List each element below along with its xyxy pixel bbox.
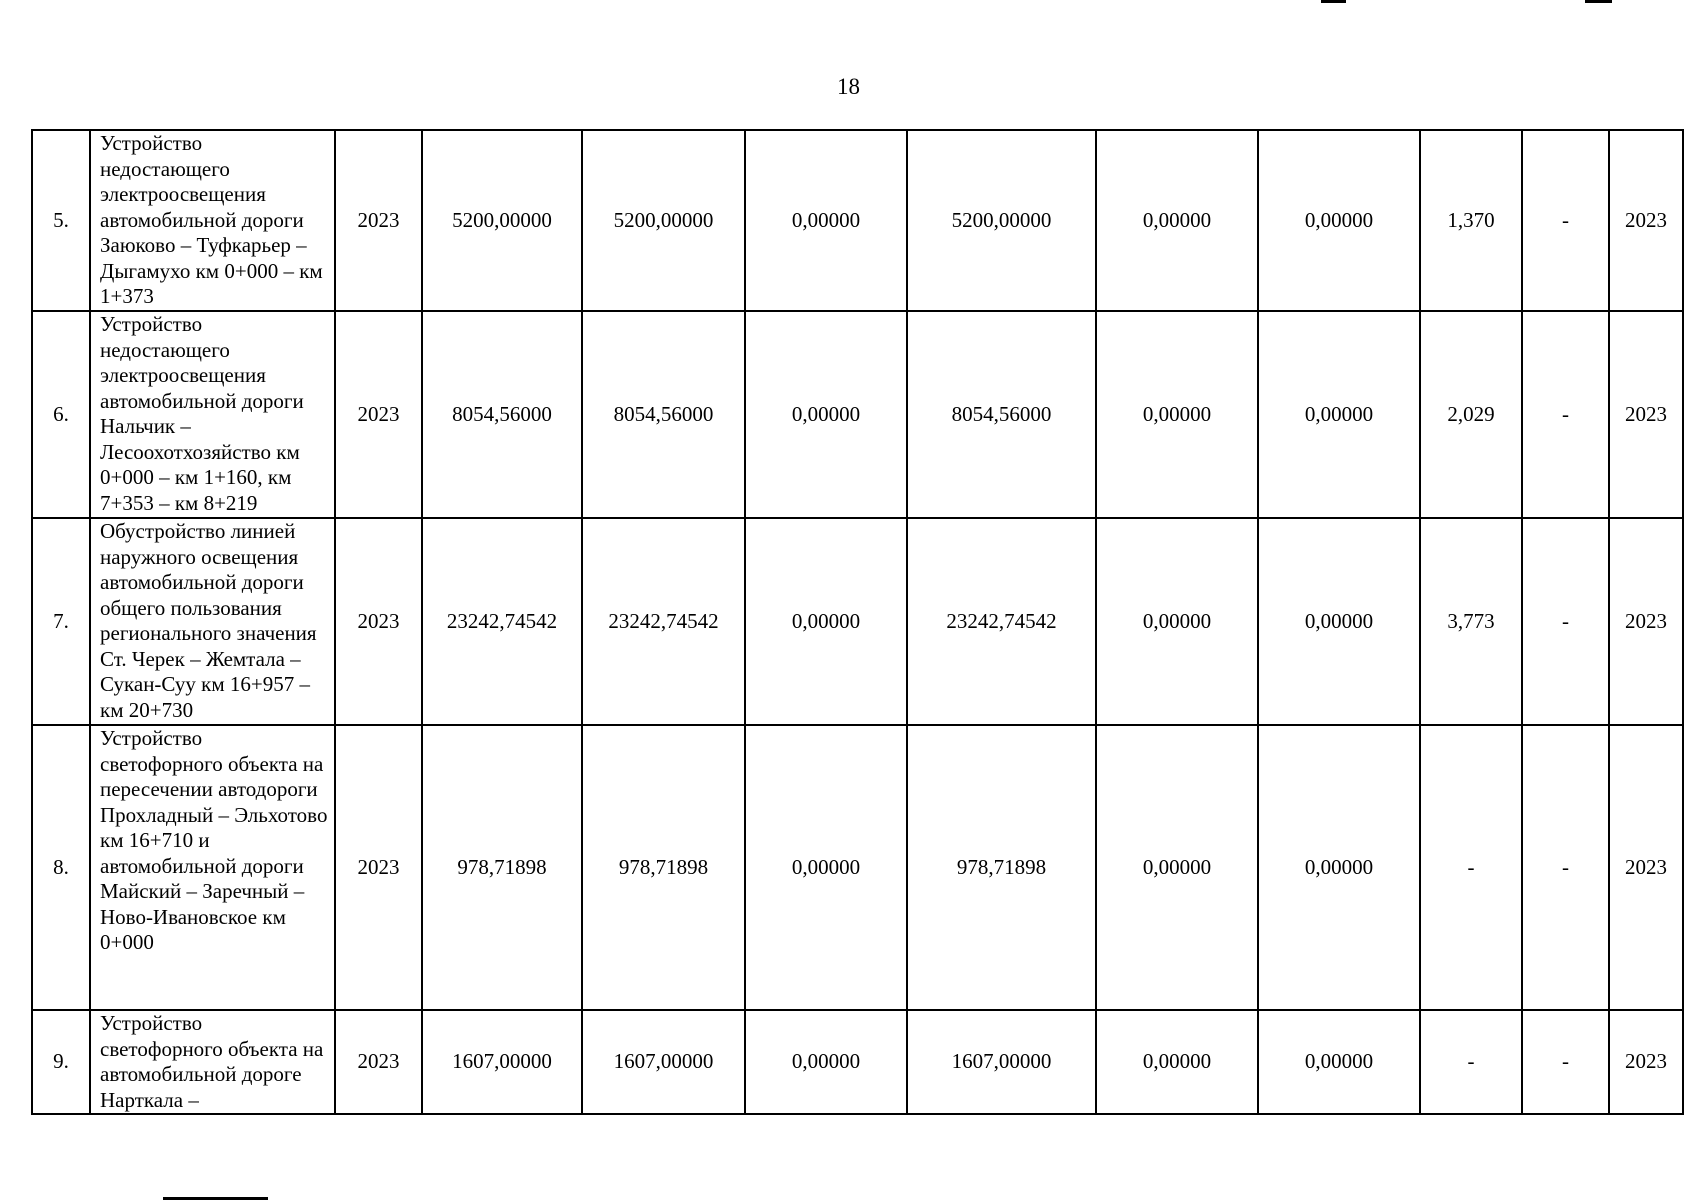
amount-cell: 0,00000 — [1258, 130, 1420, 311]
row-number-cell: 5. — [32, 130, 90, 311]
table-row — [32, 311, 1683, 518]
table-row — [32, 725, 1683, 1010]
amount-cell: 0,00000 — [1096, 725, 1258, 1010]
length-cell: - — [1420, 1010, 1522, 1114]
total-cell: 978,71898 — [422, 725, 582, 1010]
completion-year-cell: 2023 — [1609, 311, 1683, 518]
length-cell: 3,773 — [1420, 518, 1522, 725]
amount-cell: 0,00000 — [1096, 311, 1258, 518]
dash-cell: - — [1522, 130, 1609, 311]
amount-cell: 23242,74542 — [907, 518, 1096, 725]
completion-year-cell: 2023 — [1609, 1010, 1683, 1114]
amount-cell: 1607,00000 — [907, 1010, 1096, 1114]
amount-cell: 0,00000 — [745, 518, 907, 725]
total-cell: 1607,00000 — [422, 1010, 582, 1114]
amount-cell: 0,00000 — [1258, 725, 1420, 1010]
amount-cell: 978,71898 — [907, 725, 1096, 1010]
row-number-cell: 8. — [32, 725, 90, 1010]
table-row — [32, 1010, 1683, 1114]
amount-cell: 0,00000 — [745, 130, 907, 311]
amount-cell: 8054,56000 — [907, 311, 1096, 518]
amount-cell: 978,71898 — [582, 725, 745, 1010]
row-number-cell: 9. — [32, 1010, 90, 1114]
amount-cell: 8054,56000 — [582, 311, 745, 518]
amount-cell: 1607,00000 — [582, 1010, 745, 1114]
dash-cell: - — [1522, 725, 1609, 1010]
amount-cell: 23242,74542 — [582, 518, 745, 725]
year-cell: 2023 — [335, 1010, 422, 1114]
description-cell: Обустройство линией наружного освещения автомобильной дороги общего пользования регионального значения Ст. Черек – Жемтала – Сукан-Суу км 16+957 – км 20+730 — [90, 518, 335, 725]
amount-cell: 0,00000 — [745, 725, 907, 1010]
amount-cell: 0,00000 — [1258, 518, 1420, 725]
amount-cell: 0,00000 — [1096, 1010, 1258, 1114]
row-number-cell: 6. — [32, 311, 90, 518]
description-cell: Устройство недостающего электроосвещения автомобильной дороги Заюково – Туфкарьер – Дыгамухо км 0+000 – км 1+373 — [90, 130, 335, 311]
amount-cell: 5200,00000 — [582, 130, 745, 311]
year-cell: 2023 — [335, 311, 422, 518]
length-cell: 2,029 — [1420, 311, 1522, 518]
length-cell: - — [1420, 725, 1522, 1010]
amount-cell: 0,00000 — [745, 1010, 907, 1114]
table-row — [32, 130, 1683, 311]
description-cell: Устройство светофорного объекта на пересечении автодороги Прохладный – Эльхотово км 16+710 и автомобильной дороги Майский – Заречный – Ново-Ивановское км 0+000 — [90, 725, 335, 1010]
amount-cell: 0,00000 — [745, 311, 907, 518]
dash-cell: - — [1522, 1010, 1609, 1114]
completion-year-cell: 2023 — [1609, 518, 1683, 725]
year-cell: 2023 — [335, 725, 422, 1010]
total-cell: 23242,74542 — [422, 518, 582, 725]
top-edge-mark-right — [1585, 0, 1612, 3]
year-cell: 2023 — [335, 518, 422, 725]
budget-table — [31, 129, 1684, 1115]
length-cell: 1,370 — [1420, 130, 1522, 311]
amount-cell: 0,00000 — [1096, 518, 1258, 725]
amount-cell: 0,00000 — [1258, 1010, 1420, 1114]
description-cell: Устройство недостающего электроосвещения автомобильной дороги Нальчик – Лесоохотхозяйство км 0+000 – км 1+160, км 7+353 – км 8+219 — [90, 311, 335, 518]
amount-cell: 0,00000 — [1096, 130, 1258, 311]
amount-cell: 0,00000 — [1258, 311, 1420, 518]
top-edge-mark-left — [1321, 0, 1346, 3]
year-cell: 2023 — [335, 130, 422, 311]
row-number-cell: 7. — [32, 518, 90, 725]
dash-cell: - — [1522, 518, 1609, 725]
dash-cell: - — [1522, 311, 1609, 518]
completion-year-cell: 2023 — [1609, 725, 1683, 1010]
total-cell: 8054,56000 — [422, 311, 582, 518]
total-cell: 5200,00000 — [422, 130, 582, 311]
description-cell: Устройство светофорного объекта на автомобильной дороге Нарткала – — [90, 1010, 335, 1114]
amount-cell: 5200,00000 — [907, 130, 1096, 311]
table-row — [32, 518, 1683, 725]
completion-year-cell: 2023 — [1609, 130, 1683, 311]
page-number: 18 — [837, 74, 860, 99]
